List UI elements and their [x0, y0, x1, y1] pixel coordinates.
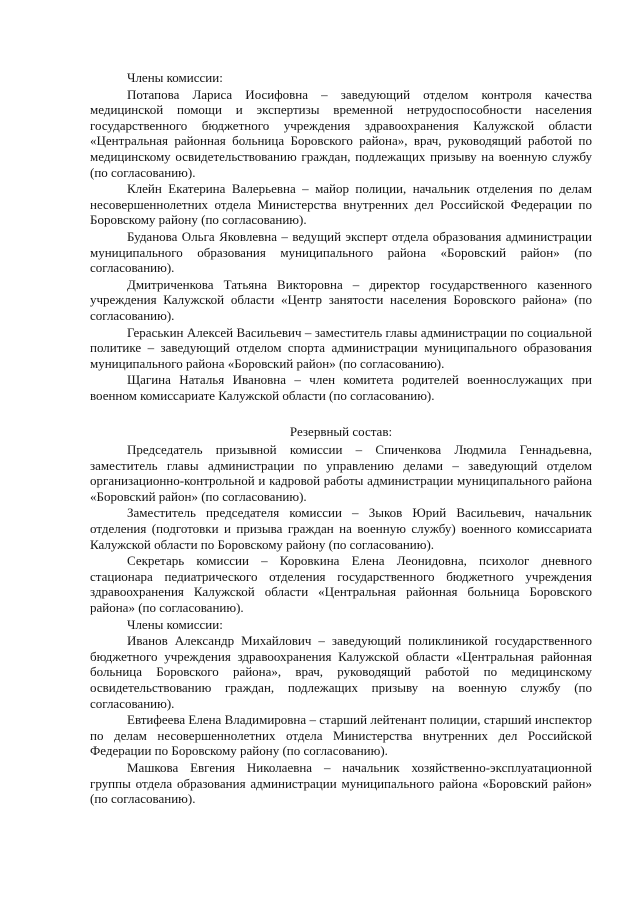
reserve-member-entry: Иванов Александр Михайлович – заведующий поликлиникой государственного бюджетного учреждения здравоохранения Калужской области «Центральная районная больница Боровского района», врач, руководящий работой по медицинскому освидетельствованию граждан, подлежащих призыву на военную службу (по согласованию).: [90, 633, 592, 711]
member-entry: Гераськин Алексей Васильевич – заместитель главы администрации по социальной политике – заведующий отделом спорта администрации муниципального образования муниципального района «Боровский район» (по согласованию).: [90, 324, 592, 371]
reserve-member-entry: Машкова Евгения Николаевна – начальник хозяйственно-эксплуатационной группы отдела образования администрации муниципального района «Боровский район» (по согласованию).: [90, 759, 592, 807]
reserve-deputy: Заместитель председателя комиссии – Зыков Юрий Васильевич, начальник отделения (подготовки и призыва граждан на военную службу) военного комиссариата Калужской области по Боровскому району (по согласованию).: [90, 505, 592, 552]
reserve-member-entry: Евтифеева Елена Владимировна – старший лейтенант полиции, старший инспектор по делам несовершеннолетних отдела Министерства внутренних дел Российской Федерации по Боровскому району (по согласованию).: [90, 712, 592, 759]
reserve-secretary: Секретарь комиссии – Коровкина Елена Леонидовна, психолог дневного стационара педиатрического отделения государственного бюджетного учреждения здравоохранения Калужской области «Центральная районная больница Боровского района» (по согласованию).: [90, 553, 592, 615]
member-entry: Клейн Екатерина Валерьевна – майор полиции, начальник отделения по делам несовершеннолетних отдела Министерства внутренних дел Российской Федерации по Боровскому району (по согласованию).: [90, 181, 592, 228]
member-entry: Потапова Лариса Иосифовна – заведующий отделом контроля качества медицинской помощи и экспертизы временной нетрудоспособности населения государственного бюджетного учреждения здравоохранения Калужской области «Центральная районная больница Боровского района», врач, руководящий работой по медицинскому освидетельствованию граждан, подлежащих призыву на военную службу (по согласованию).: [90, 86, 592, 180]
member-entry: Буданова Ольга Яковлевна – ведущий эксперт отдела образования администрации муниципального образования муниципального района «Боровский район» (по согласованию).: [90, 228, 592, 276]
reserve-chairman: Председатель призывной комиссии – Спиченкова Людмила Геннадьевна, заместитель главы администрации по управлению делами – заведующий отделом организационно-контрольной и кадровой работы администрации муниципального района «Боровский район» (по согласованию).: [90, 442, 592, 504]
reserve-heading: Резервный состав:: [289, 424, 393, 440]
member-entry: Дмитриченкова Татьяна Викторовна – директор государственного казенного учреждения Калужской области «Центр занятости населения Боровского района» (по согласованию).: [90, 276, 592, 323]
reserve-members-heading: Члены комиссии:: [127, 616, 223, 632]
member-entry: Щагина Наталья Ивановна – член комитета родителей военнослужащих при военном комиссариате Калужской области (по согласованию).: [90, 372, 592, 403]
members-heading: Члены комиссии:: [127, 70, 223, 85]
